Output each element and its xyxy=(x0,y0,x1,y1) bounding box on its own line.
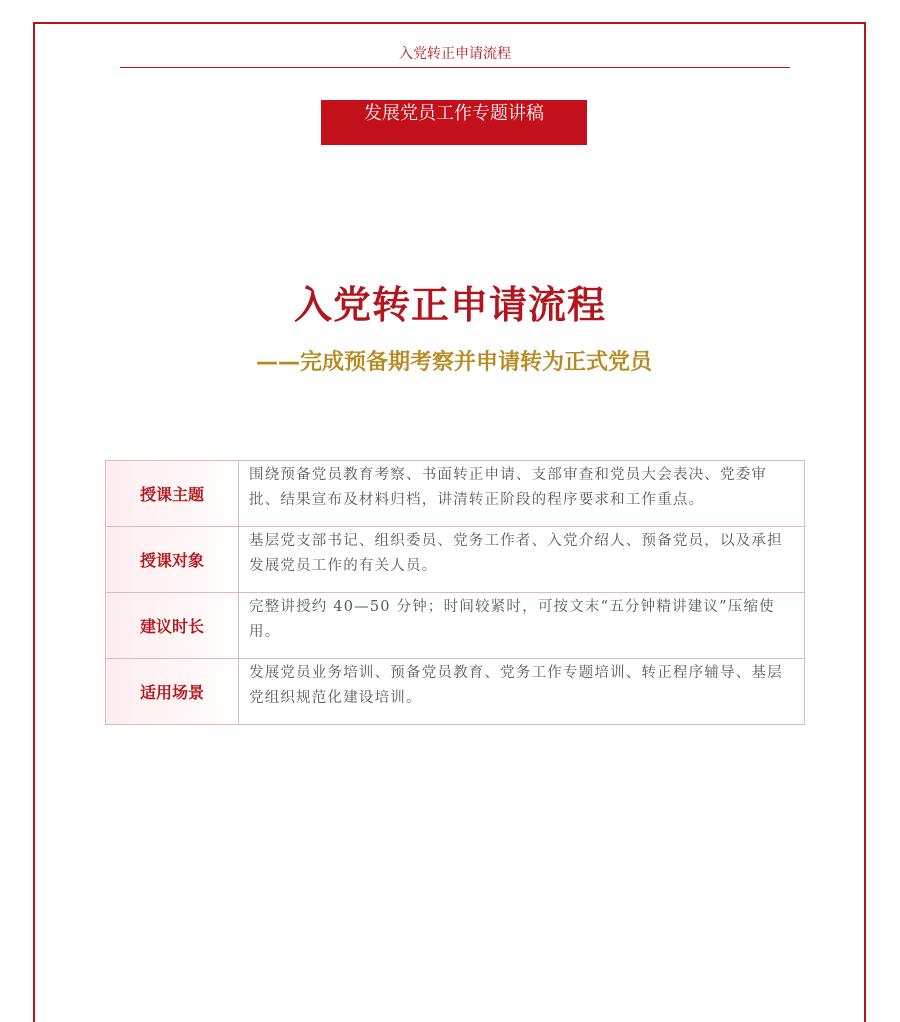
row-label: 建议时长 xyxy=(106,593,239,659)
table-row xyxy=(106,527,805,593)
row-value: 基层党支部书记、组织委员、党务工作者、入党介绍人、预备党员，以及承担发展党员工作的有关人员。 xyxy=(239,527,805,593)
running-header: 入党转正申请流程 xyxy=(399,46,511,62)
page-title: 入党转正申请流程 xyxy=(293,283,606,327)
header-divider xyxy=(120,67,790,68)
table-row xyxy=(106,659,805,725)
page-subtitle: ——完成预备期考察并申请转为正式党员 xyxy=(255,350,652,375)
row-label: 适用场景 xyxy=(106,659,239,725)
course-info-table xyxy=(105,460,805,725)
topic-banner: 发展党员工作专题讲稿 xyxy=(321,100,587,145)
table-row xyxy=(106,593,805,659)
row-label: 授课主题 xyxy=(106,461,239,527)
row-value: 围绕预备党员教育考察、书面转正申请、支部审查和党员大会表决、党委审批、结果宣布及材料归档，讲清转正阶段的程序要求和工作重点。 xyxy=(239,461,805,527)
table-row xyxy=(106,461,805,527)
row-value: 完整讲授约 40—50 分钟；时间较紧时，可按文末“五分钟精讲建议”压缩使用。 xyxy=(239,593,805,659)
row-label: 授课对象 xyxy=(106,527,239,593)
row-value: 发展党员业务培训、预备党员教育、党务工作专题培训、转正程序辅导、基层党组织规范化建设培训。 xyxy=(239,659,805,725)
